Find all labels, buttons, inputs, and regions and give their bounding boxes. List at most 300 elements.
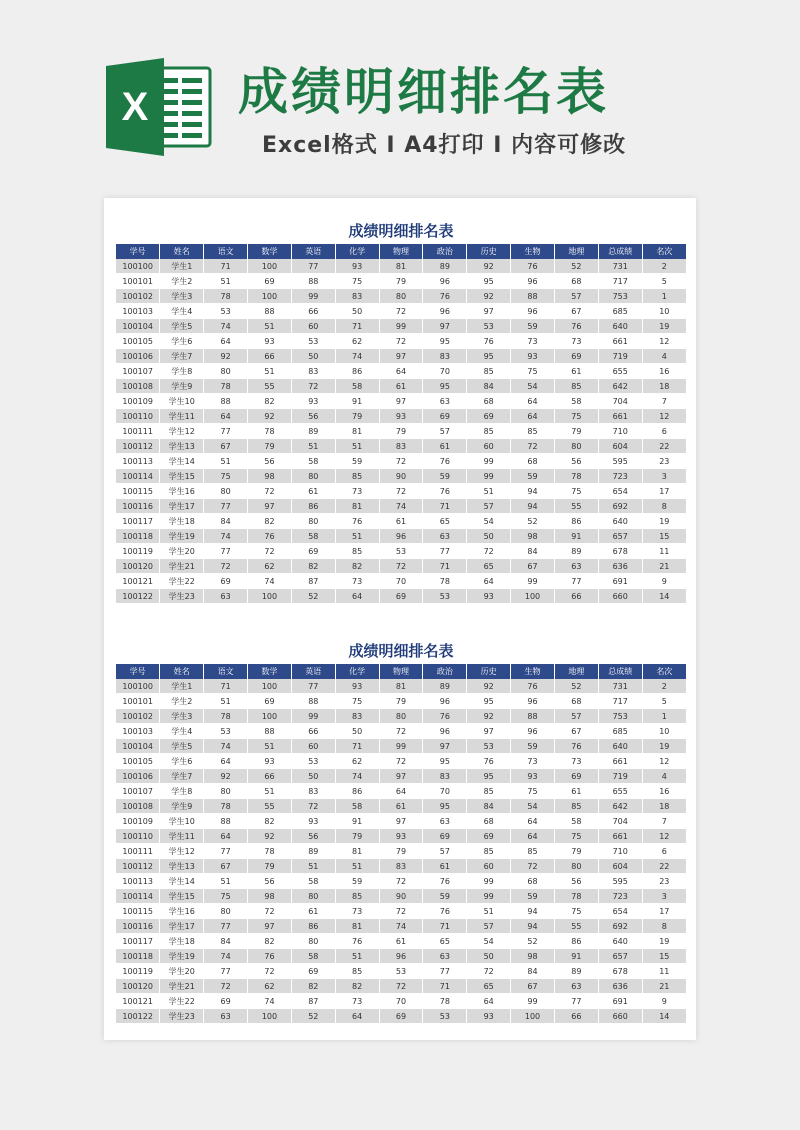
table-cell: 69 [291, 964, 335, 979]
table-row [116, 964, 686, 979]
table-cell: 85 [467, 784, 511, 799]
table-cell: 100111 [116, 424, 160, 439]
table-cell: 61 [379, 799, 423, 814]
table-cell: 15 [642, 949, 686, 964]
table-cell: 72 [379, 874, 423, 889]
table-cell: 100107 [116, 364, 160, 379]
table-cell: 学生13 [160, 859, 204, 874]
table-cell: 100110 [116, 409, 160, 424]
table-cell: 100102 [116, 289, 160, 304]
grade-table [116, 664, 686, 1024]
table-cell: 100100 [116, 679, 160, 694]
table-cell: 69 [554, 349, 598, 364]
table-cell: 69 [248, 694, 292, 709]
table-cell: 96 [423, 304, 467, 319]
table-cell: 57 [467, 499, 511, 514]
table-cell: 77 [204, 424, 248, 439]
table-cell: 59 [511, 469, 555, 484]
table-cell: 704 [598, 394, 642, 409]
table-row [116, 274, 686, 289]
table-cell: 655 [598, 364, 642, 379]
table-cell: 51 [291, 859, 335, 874]
table-cell: 89 [423, 679, 467, 694]
table-cell: 79 [379, 274, 423, 289]
table-cell: 685 [598, 724, 642, 739]
table-cell: 65 [467, 559, 511, 574]
table-cell: 81 [335, 844, 379, 859]
table-cell: 69 [467, 409, 511, 424]
table-cell: 72 [291, 799, 335, 814]
table-cell: 655 [598, 784, 642, 799]
table-cell: 学生15 [160, 469, 204, 484]
table-cell: 100 [511, 589, 555, 604]
table-cell: 75 [554, 829, 598, 844]
table-cell: 710 [598, 844, 642, 859]
table-cell: 100106 [116, 349, 160, 364]
table-cell: 753 [598, 709, 642, 724]
table-cell: 76 [554, 739, 598, 754]
table-cell: 87 [291, 994, 335, 1009]
table-row [116, 919, 686, 934]
table-row [116, 754, 686, 769]
table-cell: 654 [598, 484, 642, 499]
table-cell: 63 [423, 394, 467, 409]
table-cell: 80 [554, 859, 598, 874]
table-cell: 81 [379, 679, 423, 694]
table-cell: 67 [204, 439, 248, 454]
table-cell: 72 [248, 544, 292, 559]
table-cell: 64 [204, 409, 248, 424]
table-cell: 19 [642, 739, 686, 754]
table-cell: 97 [467, 304, 511, 319]
table-cell: 52 [511, 514, 555, 529]
table-cell: 59 [335, 874, 379, 889]
table-cell: 学生3 [160, 709, 204, 724]
table-cell: 57 [467, 919, 511, 934]
table-cell: 691 [598, 994, 642, 1009]
table-cell: 99 [467, 454, 511, 469]
table-cell: 17 [642, 484, 686, 499]
table-cell: 学生9 [160, 799, 204, 814]
table-cell: 50 [291, 769, 335, 784]
column-header: 生物 [511, 664, 555, 679]
table-cell: 80 [291, 469, 335, 484]
column-header: 地理 [554, 244, 598, 259]
table-cell: 学生4 [160, 724, 204, 739]
table-cell: 692 [598, 919, 642, 934]
table-cell: 640 [598, 739, 642, 754]
table-cell: 1 [642, 709, 686, 724]
table-cell: 88 [204, 394, 248, 409]
table-cell: 85 [335, 544, 379, 559]
table-cell: 60 [467, 859, 511, 874]
table-cell: 93 [511, 769, 555, 784]
table-cell: 22 [642, 859, 686, 874]
table-cell: 78 [248, 844, 292, 859]
table-cell: 22 [642, 439, 686, 454]
table-cell: 82 [248, 394, 292, 409]
table-cell: 66 [291, 724, 335, 739]
table-cell: 100120 [116, 979, 160, 994]
table-cell: 82 [335, 979, 379, 994]
table-cell: 64 [511, 814, 555, 829]
table-cell: 学生4 [160, 304, 204, 319]
table-cell: 3 [642, 469, 686, 484]
table-cell: 59 [335, 454, 379, 469]
table-cell: 89 [291, 424, 335, 439]
table-cell: 92 [204, 769, 248, 784]
table-cell: 77 [291, 679, 335, 694]
table-cell: 72 [379, 304, 423, 319]
table-cell: 67 [511, 979, 555, 994]
table-cell: 100103 [116, 304, 160, 319]
table-cell: 100120 [116, 559, 160, 574]
table-cell: 710 [598, 424, 642, 439]
table-cell: 69 [379, 589, 423, 604]
column-header: 名次 [642, 664, 686, 679]
table-cell: 100114 [116, 889, 160, 904]
table-cell: 99 [379, 319, 423, 334]
table-cell: 68 [554, 274, 598, 289]
table-cell: 8 [642, 499, 686, 514]
table-cell: 83 [423, 349, 467, 364]
table-cell: 84 [204, 514, 248, 529]
table-cell: 61 [291, 904, 335, 919]
table-cell: 5 [642, 274, 686, 289]
table-cell: 56 [291, 829, 335, 844]
table-cell: 64 [204, 754, 248, 769]
table-cell: 52 [511, 934, 555, 949]
table-cell: 657 [598, 949, 642, 964]
table-row [116, 844, 686, 859]
table-cell: 78 [554, 889, 598, 904]
table-cell: 72 [379, 724, 423, 739]
table-cell: 18 [642, 799, 686, 814]
column-header: 政治 [423, 244, 467, 259]
table-cell: 58 [291, 874, 335, 889]
column-header: 政治 [423, 664, 467, 679]
table-cell: 62 [335, 754, 379, 769]
table-cell: 723 [598, 469, 642, 484]
logo-letter: X [121, 85, 149, 129]
table-cell: 69 [554, 769, 598, 784]
table-cell: 21 [642, 979, 686, 994]
table-cell: 85 [335, 469, 379, 484]
table-cell: 79 [379, 694, 423, 709]
table-row [116, 319, 686, 334]
table-cell: 678 [598, 544, 642, 559]
table-cell: 78 [248, 424, 292, 439]
column-header: 学号 [116, 244, 160, 259]
table-row [116, 769, 686, 784]
table-cell: 99 [467, 889, 511, 904]
table-row [116, 739, 686, 754]
table-cell: 96 [423, 274, 467, 289]
table-cell: 96 [423, 694, 467, 709]
table-cell: 100110 [116, 829, 160, 844]
table-cell: 97 [379, 349, 423, 364]
table-cell: 学生10 [160, 814, 204, 829]
table-cell: 52 [554, 679, 598, 694]
table-cell: 68 [467, 394, 511, 409]
table-cell: 93 [248, 754, 292, 769]
table-row [116, 889, 686, 904]
table-cell: 76 [423, 289, 467, 304]
table-cell: 88 [248, 724, 292, 739]
table-cell: 636 [598, 979, 642, 994]
table-cell: 717 [598, 694, 642, 709]
table-cell: 98 [248, 889, 292, 904]
table-cell: 学生21 [160, 559, 204, 574]
table-cell: 100108 [116, 379, 160, 394]
table-cell: 16 [642, 364, 686, 379]
table-cell: 72 [511, 439, 555, 454]
table-cell: 3 [642, 889, 686, 904]
table-cell: 93 [335, 259, 379, 274]
table-cell: 2 [642, 679, 686, 694]
table-cell: 604 [598, 439, 642, 454]
table-cell: 学生13 [160, 439, 204, 454]
table-cell: 100122 [116, 589, 160, 604]
table-cell: 21 [642, 559, 686, 574]
column-header: 名次 [642, 244, 686, 259]
table-row [116, 784, 686, 799]
table-cell: 100115 [116, 904, 160, 919]
table-cell: 60 [291, 319, 335, 334]
table-cell: 68 [511, 874, 555, 889]
table-cell: 52 [554, 259, 598, 274]
table-cell: 85 [335, 889, 379, 904]
table-cell: 642 [598, 379, 642, 394]
table-cell: 72 [291, 379, 335, 394]
table-cell: 58 [291, 454, 335, 469]
table-cell: 82 [335, 559, 379, 574]
table-cell: 95 [467, 274, 511, 289]
table-cell: 1 [642, 289, 686, 304]
table-cell: 99 [511, 574, 555, 589]
table-cell: 100116 [116, 919, 160, 934]
table-cell: 100105 [116, 334, 160, 349]
table-cell: 80 [204, 364, 248, 379]
table-cell: 77 [423, 964, 467, 979]
table-cell: 63 [423, 949, 467, 964]
table-cell: 58 [291, 529, 335, 544]
table-cell: 63 [204, 1009, 248, 1024]
table-header-row [116, 244, 686, 259]
table-row [116, 364, 686, 379]
table-cell: 100113 [116, 454, 160, 469]
table-cell: 84 [511, 544, 555, 559]
table-cell: 82 [291, 559, 335, 574]
table-cell: 51 [467, 484, 511, 499]
table-cell: 70 [423, 784, 467, 799]
table-cell: 18 [642, 379, 686, 394]
table-row [116, 994, 686, 1009]
table-cell: 96 [511, 694, 555, 709]
table-cell: 96 [511, 274, 555, 289]
table-cell: 50 [467, 529, 511, 544]
table-cell: 69 [467, 829, 511, 844]
table-cell: 69 [248, 274, 292, 289]
table-cell: 88 [511, 709, 555, 724]
table-cell: 69 [204, 574, 248, 589]
table-cell: 91 [554, 949, 598, 964]
table-cell: 79 [379, 424, 423, 439]
table-cell: 100117 [116, 514, 160, 529]
table-cell: 学生14 [160, 454, 204, 469]
table-cell: 69 [423, 409, 467, 424]
table-cell: 51 [248, 319, 292, 334]
table-row [116, 289, 686, 304]
table-row [116, 694, 686, 709]
a4-sheet [104, 198, 696, 1040]
table-cell: 59 [423, 469, 467, 484]
table-cell: 97 [423, 739, 467, 754]
table-cell: 81 [335, 919, 379, 934]
table-cell: 86 [335, 784, 379, 799]
table-cell: 90 [379, 469, 423, 484]
table-cell: 学生22 [160, 574, 204, 589]
table-cell: 55 [554, 499, 598, 514]
table-cell: 学生19 [160, 529, 204, 544]
table-cell: 51 [248, 739, 292, 754]
table-cell: 学生11 [160, 409, 204, 424]
table-cell: 72 [204, 559, 248, 574]
table-cell: 9 [642, 574, 686, 589]
table-cell: 96 [511, 304, 555, 319]
table-cell: 学生18 [160, 934, 204, 949]
table-cell: 100114 [116, 469, 160, 484]
table-row [116, 379, 686, 394]
table-cell: 51 [335, 949, 379, 964]
table-cell: 64 [467, 994, 511, 1009]
table-body [116, 259, 686, 604]
table-cell: 12 [642, 829, 686, 844]
table-cell: 98 [511, 529, 555, 544]
table-cell: 7 [642, 394, 686, 409]
table-cell: 67 [204, 859, 248, 874]
table-cell: 76 [511, 259, 555, 274]
table-cell: 73 [335, 904, 379, 919]
table-cell: 61 [423, 859, 467, 874]
table-cell: 11 [642, 964, 686, 979]
table-cell: 86 [335, 364, 379, 379]
table-cell: 66 [248, 769, 292, 784]
table-cell: 100121 [116, 574, 160, 589]
table-cell: 66 [291, 304, 335, 319]
table-cell: 51 [204, 454, 248, 469]
table-section-1 [116, 218, 686, 604]
table-cell: 61 [379, 514, 423, 529]
table-cell: 75 [204, 469, 248, 484]
table-cell: 52 [291, 1009, 335, 1024]
table-cell: 717 [598, 274, 642, 289]
table-row [116, 349, 686, 364]
table-cell: 83 [291, 364, 335, 379]
column-header: 历史 [467, 244, 511, 259]
table-cell: 78 [423, 574, 467, 589]
table-cell: 54 [467, 514, 511, 529]
table-cell: 79 [379, 844, 423, 859]
table-cell: 12 [642, 334, 686, 349]
table-cell: 85 [467, 364, 511, 379]
table-cell: 53 [204, 304, 248, 319]
table-cell: 7 [642, 814, 686, 829]
table-cell: 82 [291, 979, 335, 994]
table-cell: 100109 [116, 394, 160, 409]
table-cell: 64 [511, 829, 555, 844]
table-cell: 58 [291, 949, 335, 964]
table-cell: 88 [291, 274, 335, 289]
table-cell: 12 [642, 409, 686, 424]
table-cell: 92 [467, 289, 511, 304]
table-cell: 73 [335, 484, 379, 499]
table-cell: 76 [335, 514, 379, 529]
table-cell: 59 [511, 739, 555, 754]
table-row [116, 334, 686, 349]
table-row [116, 454, 686, 469]
table-cell: 63 [204, 589, 248, 604]
table-cell: 72 [379, 904, 423, 919]
table-cell: 85 [511, 424, 555, 439]
table-row [116, 304, 686, 319]
table-cell: 72 [379, 979, 423, 994]
table-cell: 57 [423, 424, 467, 439]
table-cell: 76 [423, 454, 467, 469]
table-cell: 84 [204, 934, 248, 949]
table-cell: 69 [423, 829, 467, 844]
table-cell: 56 [554, 454, 598, 469]
table-cell: 660 [598, 589, 642, 604]
table-cell: 91 [554, 529, 598, 544]
table-cell: 98 [511, 949, 555, 964]
table-cell: 57 [554, 709, 598, 724]
table-cell: 642 [598, 799, 642, 814]
table-cell: 100105 [116, 754, 160, 769]
table-cell: 83 [379, 439, 423, 454]
table-cell: 91 [335, 814, 379, 829]
table-cell: 731 [598, 259, 642, 274]
table-cell: 95 [467, 694, 511, 709]
table-cell: 82 [248, 934, 292, 949]
table-cell: 80 [291, 514, 335, 529]
table-cell: 76 [423, 709, 467, 724]
table-cell: 76 [248, 529, 292, 544]
table-row [116, 469, 686, 484]
table-cell: 93 [291, 814, 335, 829]
table-cell: 64 [379, 364, 423, 379]
table-cell: 74 [248, 994, 292, 1009]
table-row [116, 559, 686, 574]
table-cell: 731 [598, 679, 642, 694]
table-cell: 100113 [116, 874, 160, 889]
table-cell: 100 [248, 289, 292, 304]
table-cell: 99 [379, 739, 423, 754]
table-cell: 595 [598, 874, 642, 889]
table-row [116, 499, 686, 514]
column-header: 总成绩 [598, 664, 642, 679]
table-cell: 53 [423, 589, 467, 604]
table-cell: 79 [248, 859, 292, 874]
table-cell: 93 [467, 1009, 511, 1024]
table-cell: 4 [642, 769, 686, 784]
table-cell: 94 [511, 919, 555, 934]
table-row [116, 709, 686, 724]
table-row [116, 424, 686, 439]
table-row [116, 514, 686, 529]
column-header: 语文 [204, 244, 248, 259]
table-cell: 71 [335, 739, 379, 754]
